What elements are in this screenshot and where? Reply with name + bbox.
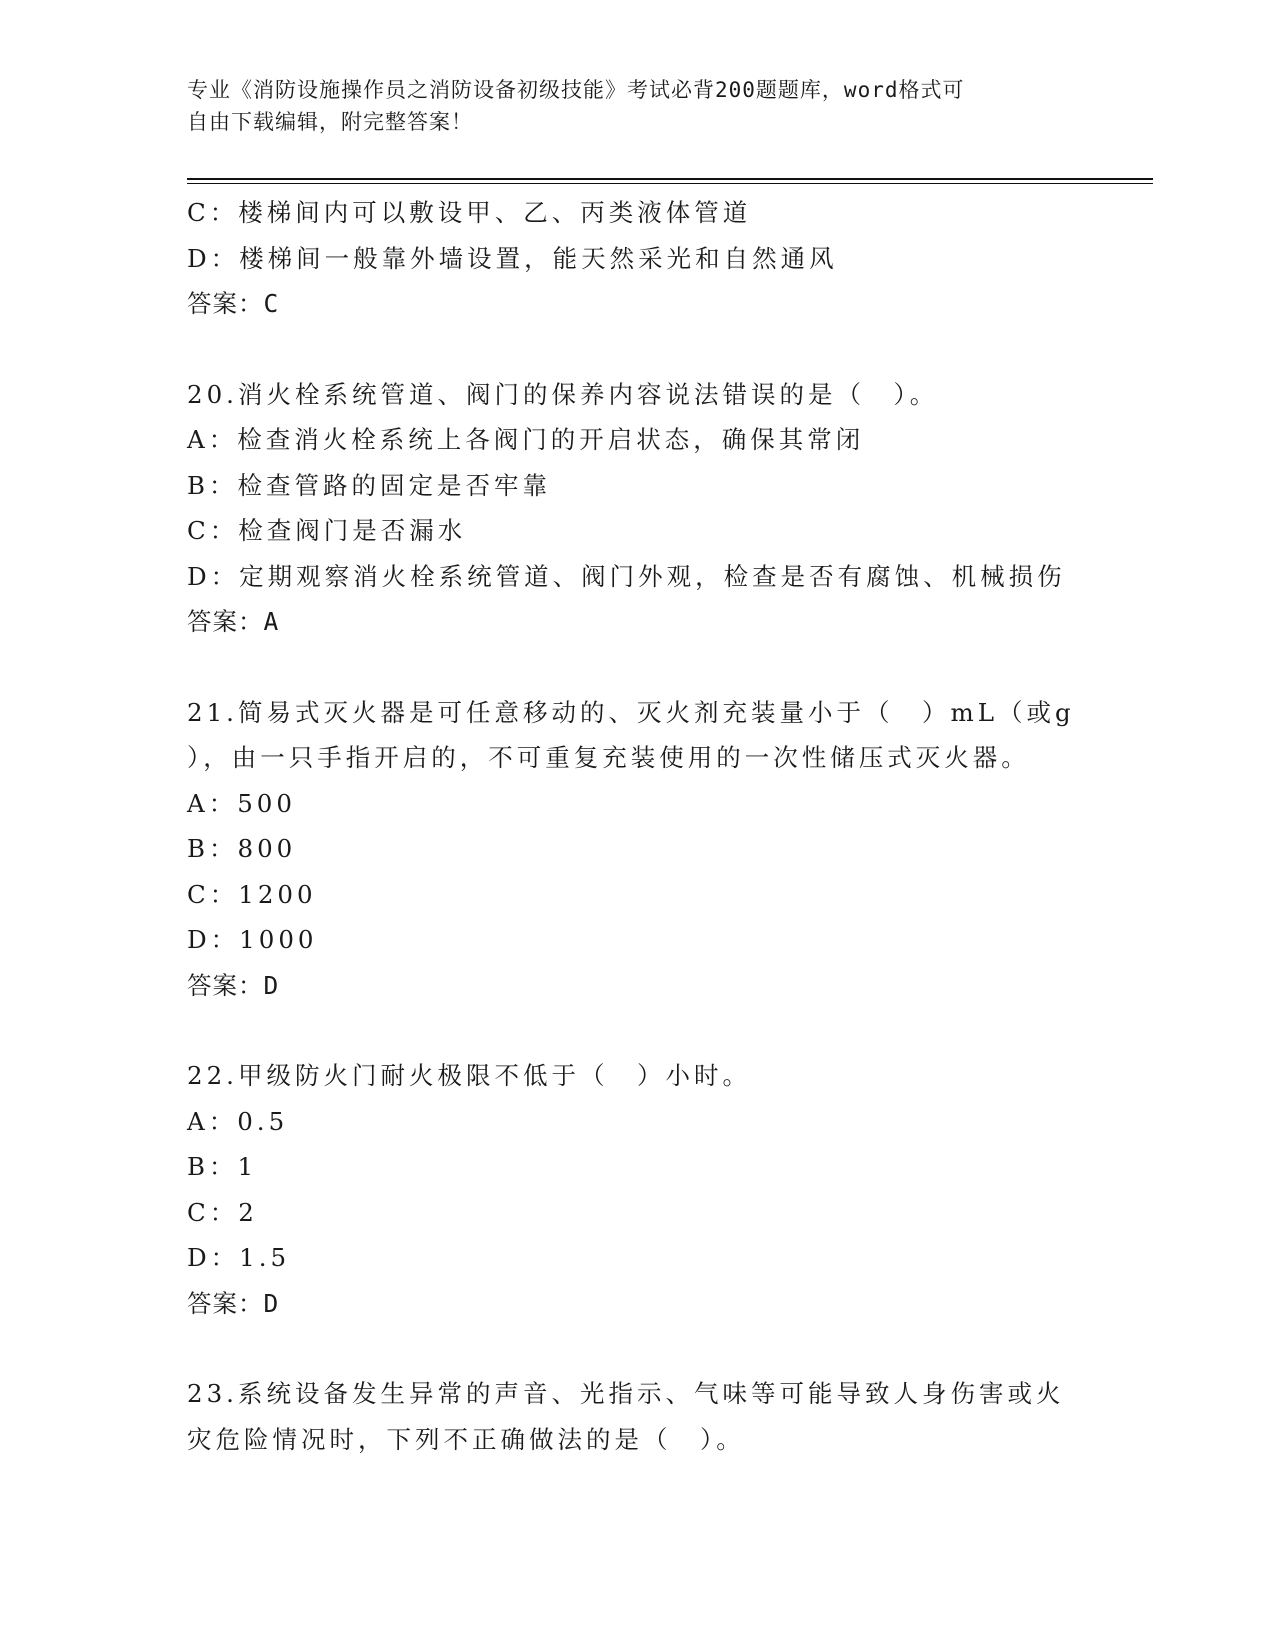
option-d: D：1.5 [187,1243,291,1272]
option-b: B：800 [187,834,297,863]
question-stem-cont: 灾危险情况时，下列不正确做法的是（ ）。 [187,1424,745,1454]
option-a: A：500 [187,788,296,818]
question-stem: 23.系统设备发生异常的声音、光指示、气味等可能导致人身伤害或火 [187,1379,1065,1408]
option-d: D：楼梯间一般靠外墙设置，能天然采光和自然通风 [187,243,838,273]
header-rule-thin [187,183,1153,184]
question-23 [187,1371,1147,1462]
option-d: D：1000 [187,925,318,954]
header-line-2: 自由下载编辑，附完整答案！ [187,110,473,134]
option-c: C：检查阀门是否漏水 [187,516,467,545]
option-d: D：定期观察消火栓系统管道、阀门外观，检查是否有腐蚀、机械损伤 [187,561,1066,591]
answer: 答案：A [187,607,280,636]
question-22 [187,1053,1147,1326]
question-20 [187,372,1147,645]
answer: 答案：D [187,970,280,1000]
option-b: B：检查管路的固定是否牢靠 [187,470,552,500]
question-stem: 22.甲级防火门耐火极限不低于（ ）小时。 [187,1061,751,1090]
question-19-tail [187,190,1147,327]
option-a: A：检查消火栓系统上各阀门的开启状态，确保其常闭 [187,425,865,454]
option-a: A：0.5 [187,1106,289,1136]
header-line-1: 专业《消防设施操作员之消防设备初级技能》考试必背200题题库，word格式可 [187,78,965,102]
question-stem: 21.简易式灭火器是可任意移动的、灭火剂充装量小于（ ）mL（或g [187,697,1075,727]
option-c: C：1200 [187,879,317,909]
option-c: C：2 [187,1197,258,1227]
option-c: C：楼梯间内可以敷设甲、乙、丙类液体管道 [187,198,752,227]
option-b: B：1 [187,1152,258,1181]
header-rule-thick [187,178,1153,180]
document-header [187,74,1087,138]
question-list [187,190,1147,1462]
question-stem-cont: ），由一只手指开启的，不可重复充装使用的一次性储压式灭火器。 [187,743,1030,772]
question-stem: 20.消火栓系统管道、阀门的保养内容说法错误的是（ ）。 [187,379,939,409]
question-21 [187,690,1147,1009]
answer: 答案：D [187,1288,280,1318]
answer: 答案：C [187,289,280,318]
